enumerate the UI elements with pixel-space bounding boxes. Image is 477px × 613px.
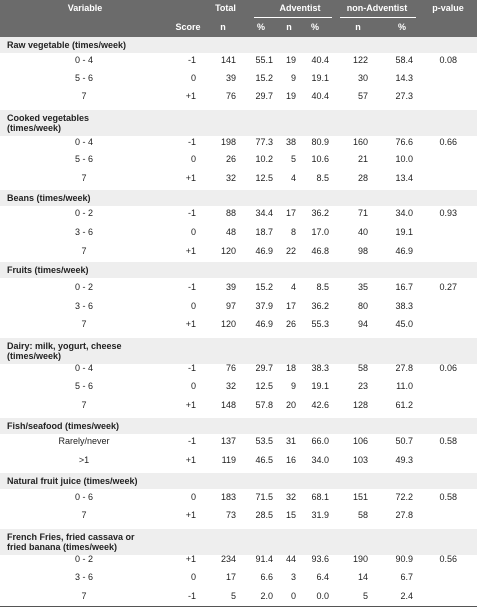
cell-adv-pct: 93.6 [311, 554, 329, 564]
table-row [0, 209, 477, 221]
cell-adv-pct: 46.8 [311, 246, 329, 256]
header-variable: Variable [67, 3, 103, 13]
cell-non-pct: 13.4 [395, 173, 413, 183]
cell-total-pct: 10.2 [255, 154, 273, 164]
cell-score: -1 [187, 363, 196, 373]
cell-adv-pct: 0.0 [316, 591, 329, 601]
cell-adv-n: 20 [285, 400, 296, 410]
table-row [0, 573, 477, 585]
cell-adv-pct: 40.4 [311, 91, 329, 101]
section-title: Dairy: milk, yogurt, cheese [7, 341, 122, 351]
cell-total-pct: 34.4 [255, 208, 273, 218]
cell-adv-n: 9 [290, 381, 296, 391]
section-title: (times/week) [7, 351, 62, 361]
table-row [0, 382, 477, 394]
table-row [0, 511, 477, 523]
cell-adv-n: 5 [290, 154, 296, 164]
cell-score: +1 [185, 319, 196, 329]
cell-label: 7 [81, 319, 87, 329]
cell-total-pct: 91.4 [255, 554, 273, 564]
cell-non-pct: 27.3 [395, 91, 413, 101]
cell-total-n: 120 [220, 319, 236, 329]
cell-non-n: 30 [357, 73, 368, 83]
cell-pvalue: 0.08 [439, 55, 457, 65]
cell-non-pct: 19.1 [395, 227, 413, 237]
cell-adv-n: 4 [290, 282, 296, 292]
table-row [0, 138, 477, 150]
cell-adv-n: 4 [290, 173, 296, 183]
cell-non-n: 57 [357, 91, 368, 101]
section-title-row [0, 338, 477, 364]
cell-label: 5 - 6 [74, 154, 93, 164]
cell-total-pct: 46.9 [255, 319, 273, 329]
section-title: Natural fruit juice (times/week) [7, 476, 138, 486]
header-total: Total [215, 3, 236, 13]
cell-non-n: 5 [362, 591, 368, 601]
cell-total-pct: 12.5 [255, 381, 273, 391]
cell-non-n: 40 [357, 227, 368, 237]
cell-adv-n: 16 [285, 455, 296, 465]
cell-adv-pct: 80.9 [311, 137, 329, 147]
section-title: French Fries, fried cassava or [7, 532, 135, 542]
cell-total-pct: 29.7 [255, 363, 273, 373]
cell-score: 0 [190, 73, 196, 83]
cell-score: -1 [187, 282, 196, 292]
table-row [0, 456, 477, 468]
cell-adv-pct: 6.4 [316, 572, 329, 582]
cell-non-pct: 10.0 [395, 154, 413, 164]
cell-score: -1 [187, 208, 196, 218]
cell-total-n: 5 [230, 591, 236, 601]
cell-pvalue: 0.66 [439, 137, 457, 147]
cell-label: 3 - 6 [74, 572, 93, 582]
cell-non-pct: 38.3 [395, 301, 413, 311]
cell-adv-pct: 36.2 [311, 301, 329, 311]
cell-non-n: 103 [352, 455, 368, 465]
cell-total-pct: 12.5 [255, 173, 273, 183]
cell-adv-pct: 34.0 [311, 455, 329, 465]
cell-adv-n: 15 [285, 510, 296, 520]
cell-non-n: 106 [352, 436, 368, 446]
cell-label: 5 - 6 [74, 73, 93, 83]
cell-adv-n: 32 [285, 492, 296, 502]
cell-non-pct: 2.4 [400, 591, 413, 601]
table-row [0, 437, 477, 449]
section-title-row [0, 529, 477, 555]
cell-total-pct: 18.7 [255, 227, 273, 237]
cell-adv-n: 0 [290, 591, 296, 601]
cell-non-n: 122 [352, 55, 368, 65]
cell-non-n: 160 [352, 137, 368, 147]
cell-non-n: 58 [357, 363, 368, 373]
cell-adv-n: 18 [285, 363, 296, 373]
table-row [0, 302, 477, 314]
cell-adv-pct: 31.9 [311, 510, 329, 520]
cell-non-pct: 76.6 [395, 137, 413, 147]
cell-non-pct: 27.8 [395, 363, 413, 373]
section-title-row [0, 110, 477, 136]
cell-adv-n: 19 [285, 91, 296, 101]
cell-pvalue: 0.56 [439, 554, 457, 564]
cell-non-pct: 46.9 [395, 246, 413, 256]
section-title: Fish/seafood (times/week) [7, 421, 120, 431]
header-adventist: Adventist [279, 3, 321, 13]
cell-score: -1 [187, 436, 196, 446]
header-adv-n: n [286, 22, 292, 32]
cell-total-pct: 53.5 [255, 436, 273, 446]
cell-score: +1 [185, 91, 196, 101]
table-row [0, 56, 477, 68]
cell-total-n: 32 [225, 381, 236, 391]
cell-adv-n: 44 [285, 554, 296, 564]
cell-total-n: 198 [220, 137, 236, 147]
cell-non-n: 23 [357, 381, 368, 391]
cell-non-n: 14 [357, 572, 368, 582]
cell-score: +1 [185, 246, 196, 256]
cell-non-pct: 50.7 [395, 436, 413, 446]
cell-total-n: 26 [225, 154, 236, 164]
cell-non-pct: 14.3 [395, 73, 413, 83]
table-row [0, 92, 477, 104]
table-row [0, 493, 477, 505]
cell-label: 0 - 4 [74, 55, 93, 65]
cell-label: 0 - 2 [74, 208, 93, 218]
section-title: Fruits (times/week) [7, 265, 89, 275]
cell-non-n: 35 [357, 282, 368, 292]
cell-score: +1 [185, 173, 196, 183]
cell-non-pct: 27.8 [395, 510, 413, 520]
cell-total-pct: 28.5 [255, 510, 273, 520]
cell-adv-pct: 10.6 [311, 154, 329, 164]
cell-score: 0 [190, 572, 196, 582]
cell-adv-n: 3 [290, 572, 296, 582]
cell-non-n: 21 [357, 154, 368, 164]
table-bottom-border [0, 606, 477, 607]
table-row [0, 364, 477, 376]
header-total-n: n [220, 22, 226, 32]
cell-adv-n: 9 [290, 73, 296, 83]
cell-non-pct: 49.3 [395, 455, 413, 465]
cell-total-pct: 6.6 [260, 572, 273, 582]
cell-total-n: 76 [225, 363, 236, 373]
section-title: Raw vegetable (times/week) [7, 40, 127, 50]
cell-total-n: 39 [225, 282, 236, 292]
cell-non-pct: 58.4 [395, 55, 413, 65]
cell-total-pct: 2.0 [260, 591, 273, 601]
cell-label: 3 - 6 [74, 227, 93, 237]
cell-pvalue: 0.58 [439, 436, 457, 446]
section-title: Cooked vegetables [7, 113, 90, 123]
cell-score: +1 [185, 554, 196, 564]
table-row [0, 555, 477, 567]
cell-score: 0 [190, 492, 196, 502]
cell-total-pct: 37.9 [255, 301, 273, 311]
cell-adv-pct: 8.5 [316, 173, 329, 183]
cell-adv-pct: 38.3 [311, 363, 329, 373]
cell-adv-n: 26 [285, 319, 296, 329]
cell-label: 0 - 4 [74, 137, 93, 147]
cell-non-pct: 11.0 [396, 381, 413, 391]
cell-total-pct: 71.5 [255, 492, 273, 502]
table-row [0, 74, 477, 86]
cell-total-n: 39 [225, 73, 236, 83]
cell-adv-pct: 19.1 [311, 73, 329, 83]
cell-adv-n: 17 [285, 208, 296, 218]
table-row [0, 401, 477, 413]
cell-non-pct: 90.9 [395, 554, 413, 564]
cell-non-n: 71 [357, 208, 368, 218]
cell-adv-n: 17 [285, 301, 296, 311]
cell-label: 3 - 6 [74, 301, 93, 311]
cell-score: -1 [187, 591, 196, 601]
header-non-adventist: non-Adventist [346, 3, 408, 13]
cell-total-n: 76 [225, 91, 236, 101]
cell-total-n: 17 [225, 572, 236, 582]
cell-non-n: 128 [352, 400, 368, 410]
section-title: Beans (times/week) [7, 193, 91, 203]
cell-adv-n: 31 [285, 436, 296, 446]
cell-total-pct: 46.9 [255, 246, 273, 256]
header-adv-pct: % [310, 22, 319, 32]
cell-pvalue: 0.58 [439, 492, 457, 502]
section-title-row [0, 418, 477, 434]
cell-total-pct: 46.5 [255, 455, 273, 465]
header-row-2 [0, 18, 477, 37]
header-non-n: n [355, 22, 361, 32]
cell-total-n: 234 [220, 554, 236, 564]
cell-score: -1 [187, 137, 196, 147]
cell-total-pct: 15.2 [255, 73, 273, 83]
cell-adv-pct: 40.4 [311, 55, 329, 65]
cell-pvalue: 0.27 [439, 282, 457, 292]
table-row [0, 155, 477, 167]
header-pvalue: p-value [432, 3, 464, 13]
cell-total-n: 97 [225, 301, 236, 311]
cell-adv-n: 8 [290, 227, 296, 237]
table-row [0, 283, 477, 295]
cell-pvalue: 0.06 [439, 363, 457, 373]
cell-label: 7 [81, 400, 87, 410]
cell-total-pct: 57.8 [255, 400, 273, 410]
cell-total-n: 141 [220, 55, 236, 65]
cell-label: 7 [81, 510, 87, 520]
table-row [0, 320, 477, 332]
cell-score: +1 [185, 455, 196, 465]
cell-score: -1 [187, 55, 196, 65]
cell-non-n: 98 [357, 246, 368, 256]
cell-total-n: 120 [220, 246, 236, 256]
cell-total-n: 48 [225, 227, 236, 237]
cell-label: 0 - 6 [74, 492, 93, 502]
section-title-row [0, 190, 477, 206]
cell-total-pct: 29.7 [255, 91, 273, 101]
table-row [0, 228, 477, 240]
cell-non-n: 190 [352, 554, 368, 564]
cell-total-n: 88 [225, 208, 236, 218]
cell-score: 0 [190, 301, 196, 311]
cell-non-n: 80 [357, 301, 368, 311]
cell-pvalue: 0.93 [439, 208, 457, 218]
cell-adv-pct: 42.6 [311, 400, 329, 410]
cell-total-n: 148 [220, 400, 236, 410]
cell-adv-pct: 19.1 [311, 381, 329, 391]
cell-non-n: 151 [352, 492, 368, 502]
cell-adv-pct: 36.2 [311, 208, 329, 218]
cell-label: >1 [78, 455, 90, 465]
header-total-pct: % [256, 22, 265, 32]
table-row [0, 592, 477, 604]
cell-adv-n: 19 [285, 55, 296, 65]
header-non-pct: % [397, 22, 406, 32]
section-title: fried banana (times/week) [7, 542, 118, 552]
cell-non-pct: 61.2 [395, 400, 413, 410]
cell-adv-n: 38 [285, 137, 296, 147]
cell-total-n: 183 [220, 492, 236, 502]
cell-total-n: 119 [221, 455, 236, 465]
cell-non-pct: 16.7 [395, 282, 413, 292]
cell-label: 5 - 6 [74, 381, 93, 391]
cell-adv-pct: 55.3 [311, 319, 329, 329]
cell-label: 0 - 2 [74, 554, 93, 564]
cell-total-n: 32 [225, 173, 236, 183]
cell-non-pct: 6.7 [400, 572, 413, 582]
cell-non-n: 94 [357, 319, 368, 329]
table-row [0, 174, 477, 186]
cell-label: 0 - 4 [74, 363, 93, 373]
cell-total-pct: 55.1 [255, 55, 273, 65]
table-row [0, 247, 477, 259]
cell-adv-pct: 8.5 [316, 282, 329, 292]
cell-label: 7 [81, 591, 87, 601]
section-title-row [0, 262, 477, 278]
cell-adv-pct: 68.1 [311, 492, 329, 502]
cell-total-n: 137 [220, 436, 236, 446]
cell-score: +1 [185, 400, 196, 410]
cell-total-pct: 77.3 [255, 137, 273, 147]
cell-label: 0 - 2 [74, 282, 93, 292]
cell-adv-pct: 17.0 [311, 227, 329, 237]
cell-adv-pct: 66.0 [311, 436, 329, 446]
section-title-row [0, 37, 477, 53]
cell-label: 7 [81, 91, 87, 101]
cell-non-pct: 45.0 [395, 319, 413, 329]
cell-non-pct: 72.2 [395, 492, 413, 502]
header-row-1 [0, 0, 477, 18]
cell-total-n: 73 [225, 510, 236, 520]
cell-adv-n: 22 [285, 246, 296, 256]
cell-score: 0 [190, 381, 196, 391]
cell-score: 0 [190, 227, 196, 237]
cell-non-n: 28 [357, 173, 368, 183]
cell-label: 7 [81, 173, 87, 183]
cell-non-n: 58 [357, 510, 368, 520]
section-title: (times/week) [7, 123, 62, 133]
header-score: Score [175, 22, 201, 32]
cell-label: Rarely/never [58, 436, 110, 446]
cell-total-pct: 15.2 [255, 282, 273, 292]
section-title-row [0, 473, 477, 489]
cell-score: 0 [190, 154, 196, 164]
cell-non-pct: 34.0 [395, 208, 413, 218]
cell-score: +1 [185, 510, 196, 520]
cell-label: 7 [81, 246, 87, 256]
